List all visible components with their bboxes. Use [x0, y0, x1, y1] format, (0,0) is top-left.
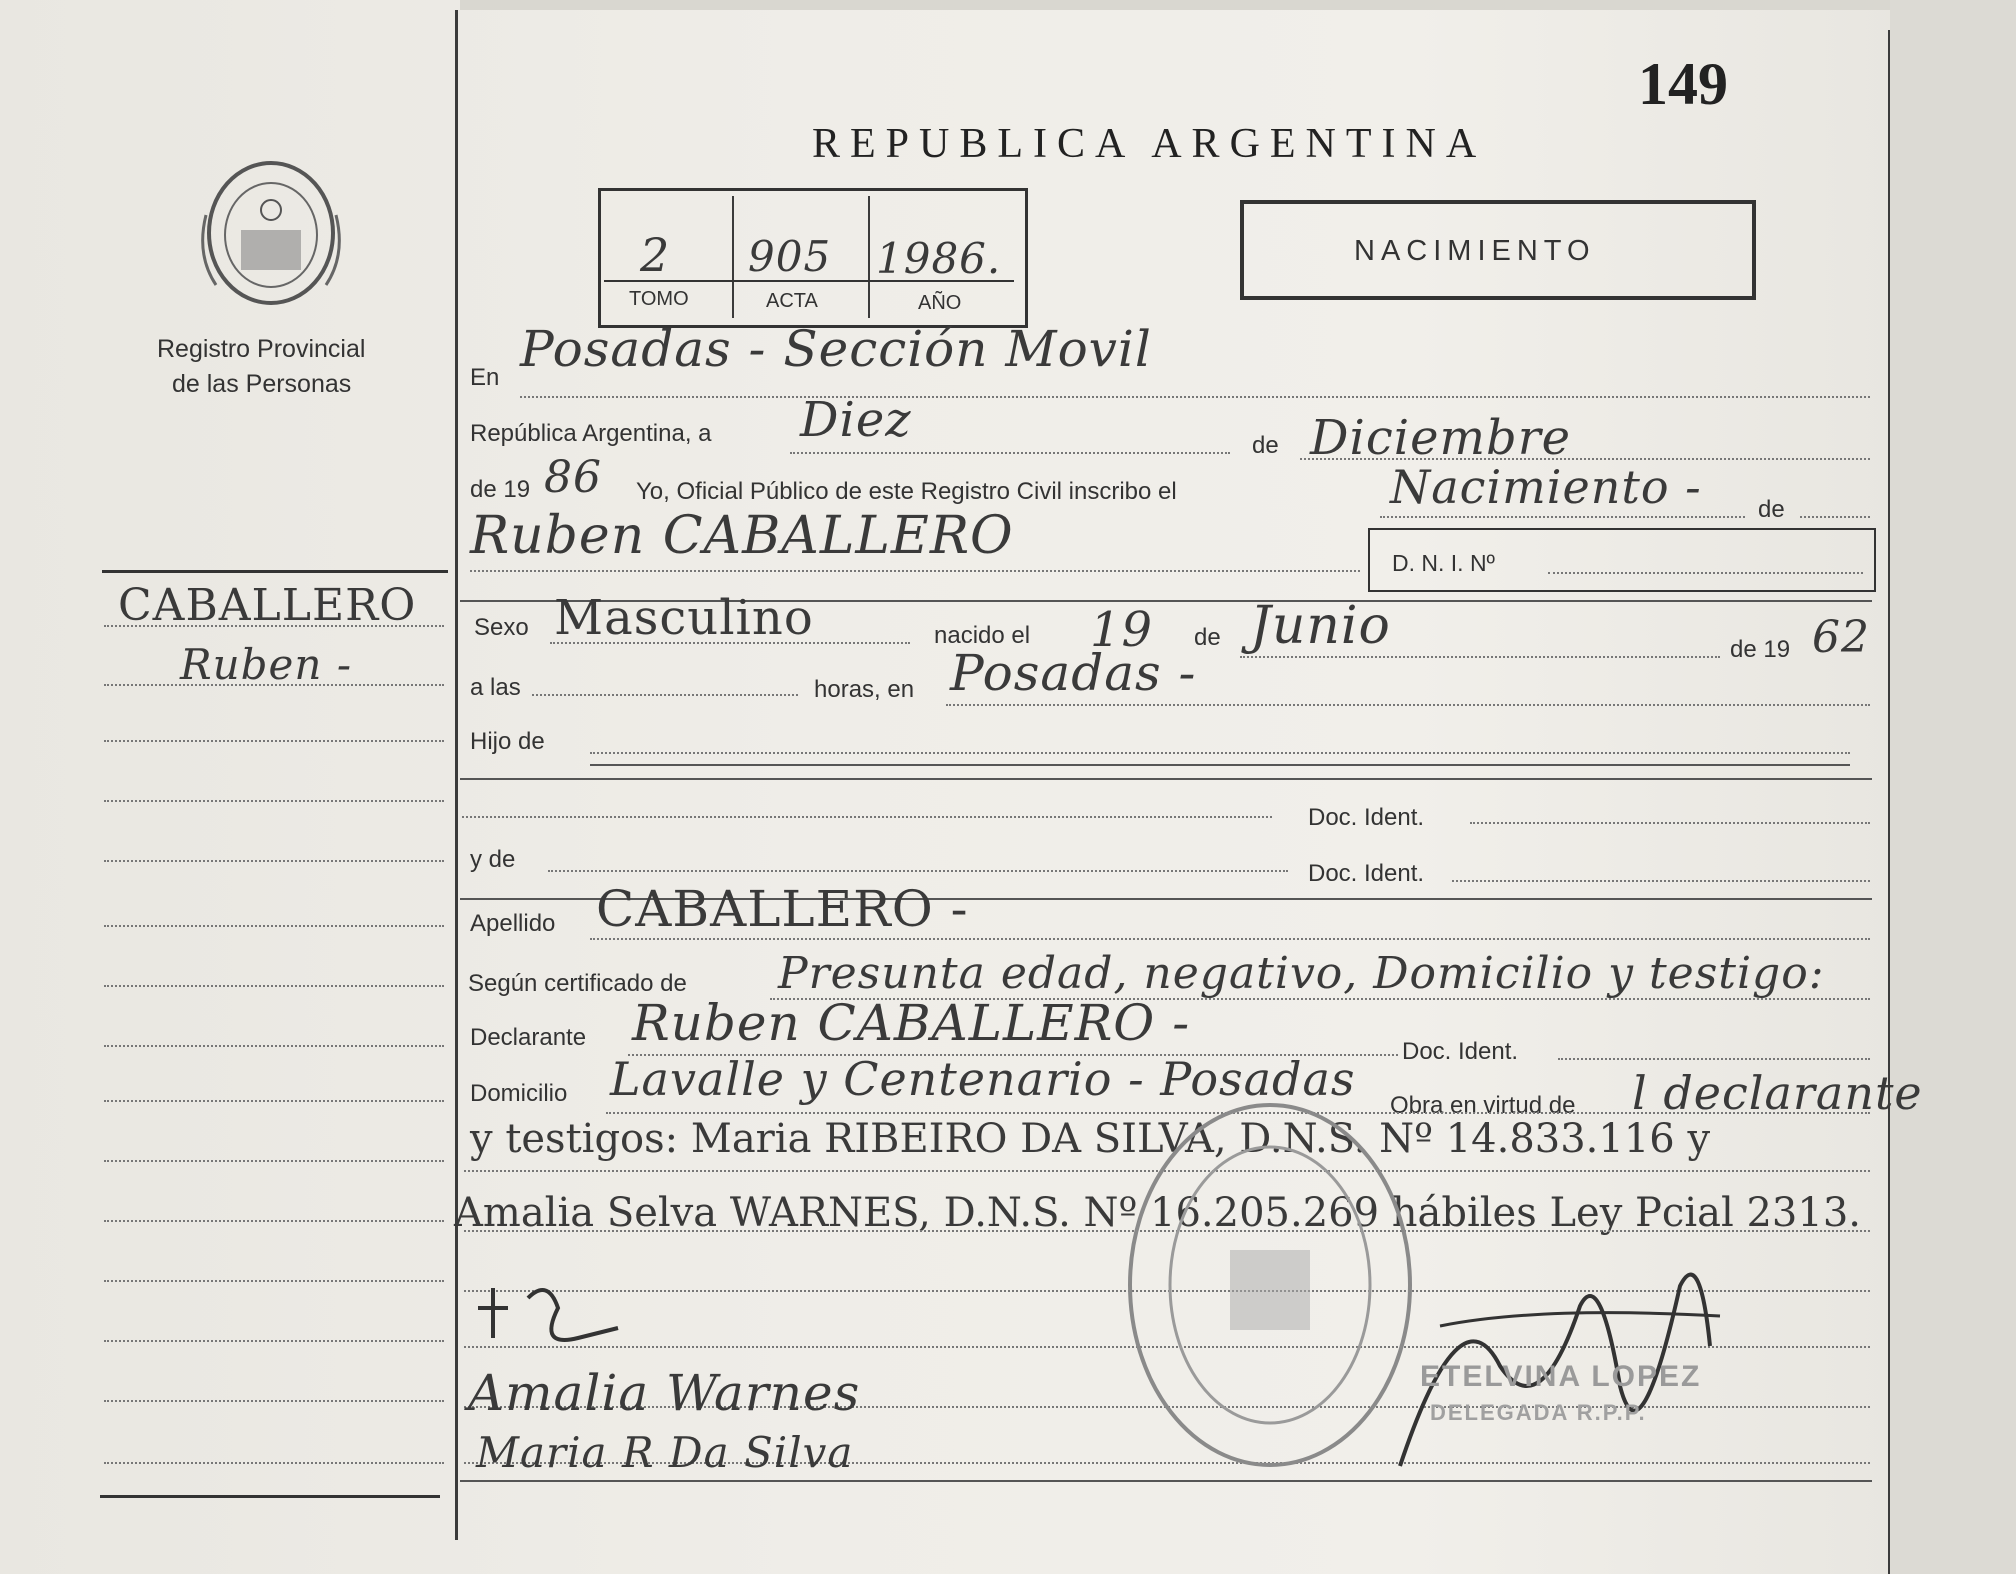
- signature-amalia: Amalia Warnes: [468, 1364, 861, 1422]
- declarante-value: Ruben CABALLERO -: [632, 994, 1191, 1052]
- margin-line-5: [104, 860, 444, 862]
- line-hijo: [590, 752, 1850, 754]
- segun-label: Según certificado de: [468, 970, 687, 997]
- birth-year-suffix: 62: [1812, 612, 1870, 663]
- top-edge-shadow: [460, 0, 1890, 10]
- republica-label: República Argentina, a: [470, 420, 712, 447]
- line-day: [790, 452, 1230, 454]
- birth-year-prefix: de 19: [1730, 636, 1791, 663]
- hijo-label: Hijo de: [470, 728, 545, 755]
- month-value: Diciembre: [1310, 410, 1572, 466]
- line-act-2: [1800, 516, 1870, 518]
- obra-value: l declarante: [1632, 1066, 1923, 1120]
- apellido-value: CABALLERO -: [596, 880, 969, 938]
- signature-maria: Maria R Da Silva: [476, 1428, 854, 1477]
- margin-line-15: [104, 1462, 444, 1464]
- registry-name-line1: Registro Provincial: [157, 335, 366, 363]
- line-hora: [532, 694, 798, 696]
- line-sexo: [550, 642, 910, 644]
- provincial-seal-icon: [196, 155, 346, 315]
- line-act: [1380, 516, 1745, 518]
- sexo-label: Sexo: [474, 614, 529, 641]
- line-dni: [1548, 572, 1863, 574]
- person-name: Ruben CABALLERO: [470, 506, 1014, 566]
- country-title: REPUBLICA ARGENTINA: [812, 121, 1487, 167]
- record-type: NACIMIENTO: [1354, 235, 1596, 267]
- acta-value: 905: [748, 232, 832, 281]
- y-de-label: y de: [470, 846, 516, 873]
- margin-line-3: [104, 740, 444, 742]
- adjacent-page: [1890, 0, 2016, 1574]
- sexo-value: Masculino: [554, 590, 814, 646]
- doc-ident-label: Doc. Ident.: [1308, 804, 1425, 831]
- certificado-value: Presunta edad, negativo, Domicilio y testigo:: [778, 948, 1825, 999]
- margin-line-4: [104, 800, 444, 802]
- line-doc-3: [1558, 1058, 1870, 1060]
- horas-label: horas, en: [814, 676, 915, 703]
- ref-divider-1: [732, 196, 734, 318]
- official-title-stamp: DELEGADA R.P.P.: [1430, 1400, 1647, 1425]
- official-name-stamp: ETELVINA LOPEZ: [1420, 1360, 1702, 1393]
- margin-line-2: [104, 684, 444, 686]
- birth-place: Posadas -: [950, 644, 1197, 702]
- margin-line-6: [104, 925, 444, 927]
- line-apellido: [590, 938, 1870, 940]
- apellido-label: Apellido: [470, 910, 556, 937]
- doc-ident-label-2: Doc. Ident.: [1308, 860, 1425, 887]
- line-birth-month: [1240, 656, 1720, 658]
- ref-divider-2: [868, 196, 870, 318]
- year-suffix: 86: [544, 452, 602, 503]
- line-birth-place: [946, 704, 1870, 706]
- margin-line-12: [104, 1280, 444, 1282]
- en-label: En: [470, 364, 500, 391]
- acta-label: ACTA: [766, 290, 818, 312]
- line-hijo-strike: [590, 764, 1850, 766]
- margin-line-11: [104, 1220, 444, 1222]
- margin-line-14: [104, 1400, 444, 1402]
- birth-day: 19: [1090, 602, 1154, 658]
- line-doc-1: [1470, 822, 1870, 824]
- place-value: Posadas - Sección Movil: [520, 320, 1152, 378]
- testigos-line-1: y testigos: Maria RIBEIRO DA SILVA, D.N.S. Nº 14.833.116 y: [470, 1116, 1711, 1162]
- line-parent-2: [548, 870, 1288, 872]
- margin-surname: CABALLERO: [118, 580, 417, 631]
- margin-bottom-rule: [100, 1495, 440, 1498]
- a-las-label: a las: [470, 674, 521, 701]
- margin-line-7: [104, 985, 444, 987]
- line-name: [470, 570, 1360, 572]
- domicilio-value: Lavalle y Centenario - Posadas: [610, 1052, 1356, 1106]
- cross-signature-icon: [468, 1278, 628, 1368]
- de-label-3: de: [1194, 624, 1221, 651]
- tomo-label: TOMO: [629, 288, 689, 310]
- line-doc-2: [1452, 880, 1870, 882]
- registry-name-line2: de las Personas: [172, 370, 352, 398]
- doc-ident-label-3: Doc. Ident.: [1402, 1038, 1519, 1065]
- domicilio-label: Domicilio: [470, 1080, 568, 1107]
- ano-label: AÑO: [918, 292, 962, 314]
- margin-line-8: [104, 1045, 444, 1047]
- official-stamp-icon: [1120, 1100, 1420, 1480]
- tomo-value: 2: [640, 228, 671, 282]
- margin-given-name: Ruben -: [180, 640, 353, 689]
- rule-2: [460, 778, 1872, 780]
- line-en: [520, 396, 1870, 398]
- margin-line-1: [104, 625, 444, 627]
- margin-line-9: [104, 1100, 444, 1102]
- act-value: Nacimiento -: [1390, 460, 1702, 514]
- de-label-2: de: [1758, 496, 1785, 523]
- year-prefix: de 19: [470, 476, 531, 503]
- margin-top-rule: [102, 570, 448, 573]
- ano-value: 1986.: [876, 234, 1002, 283]
- de-label: de: [1252, 432, 1279, 459]
- margin-line-13: [104, 1340, 444, 1342]
- day-value: Diez: [800, 392, 912, 448]
- birth-month: Junio: [1250, 596, 1391, 656]
- margin-line-10: [104, 1160, 444, 1162]
- dni-label: D. N. I. Nº: [1392, 550, 1495, 576]
- nacido-label: nacido el: [934, 622, 1031, 649]
- yo-text: Yo, Oficial Público de este Registro Civil inscribo el: [636, 478, 1177, 505]
- obra-label: Obra en virtud de: [1390, 1092, 1576, 1119]
- line-parent-1: [462, 816, 1272, 818]
- page-number: 149: [1638, 51, 1728, 117]
- testigos-line-2: Amalia Selva WARNES, D.N.S. Nº 16.205.269 hábiles Ley Pcial 2313.: [454, 1190, 1861, 1236]
- left-column-border: [455, 10, 458, 1540]
- declarante-label: Declarante: [470, 1024, 587, 1051]
